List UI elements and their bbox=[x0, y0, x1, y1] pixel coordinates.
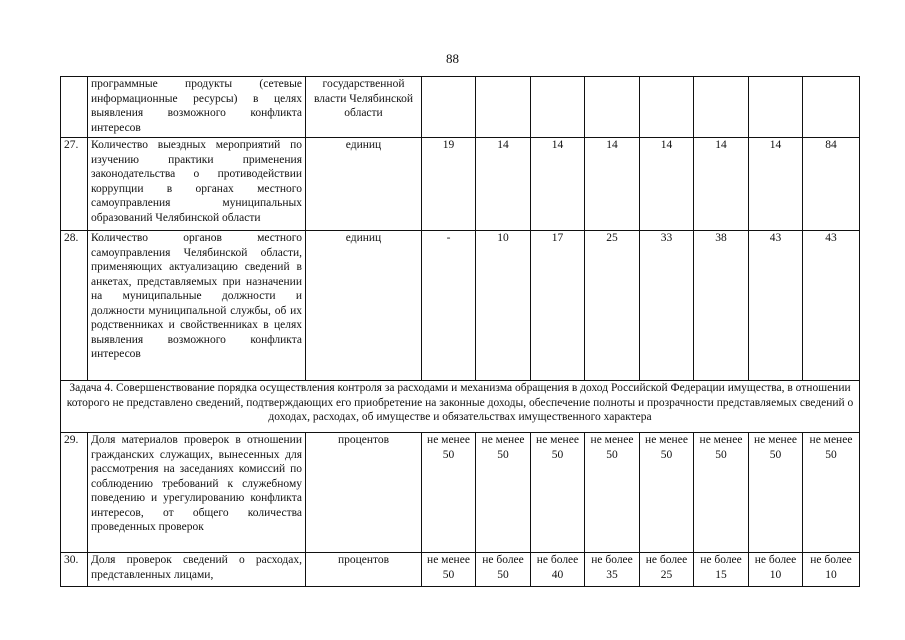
table-row bbox=[61, 433, 860, 553]
value-cell: не менее 50 bbox=[585, 433, 640, 553]
indicator-name: программные продукты (сетевые информационные ресурсы) в целях выявления возможного конфликта интересов bbox=[88, 77, 306, 138]
value-cell: 14 bbox=[585, 138, 640, 231]
indicator-name: Доля материалов проверок в отношении гражданских служащих, вынесенных для рассмотрения на заседаниях комиссий по соблюдению требований к служебному поведению и урегулированию конфликта интересов, от общего количества проведенных проверок bbox=[88, 433, 306, 553]
row-number: 28. bbox=[61, 231, 88, 381]
value-cell: 25 bbox=[585, 231, 640, 381]
indicator-name: Количество выездных мероприятий по изучению практики применения законодательства о противодействии коррупции в органах местного самоуправления муниципальных образований Челябинской области bbox=[88, 138, 306, 231]
task-heading: Задача 4. Совершенствование порядка осуществления контроля за расходами и механизма обращения в доход Российской Федерации имущества, в отношении которого не представлено сведений, подтверждающих его приобретение на законные доходы, обеспечение полноты и прозрачности представляемых сведений о доходах, расходах, об имуществе и обязательствах имущественного характера bbox=[61, 381, 860, 433]
value-cell: не более 35 bbox=[585, 553, 640, 587]
row-number: 27. bbox=[61, 138, 88, 231]
row-number bbox=[61, 77, 88, 138]
value-cell bbox=[803, 77, 860, 138]
value-cell bbox=[422, 77, 476, 138]
value-cell: не менее 50 bbox=[476, 433, 531, 553]
value-cell: не менее 50 bbox=[422, 553, 476, 587]
unit-cell: единиц bbox=[306, 231, 422, 381]
value-cell: 33 bbox=[640, 231, 694, 381]
value-cell: не более 25 bbox=[640, 553, 694, 587]
value-cell bbox=[585, 77, 640, 138]
value-cell: не менее 50 bbox=[694, 433, 749, 553]
table-row bbox=[61, 77, 860, 138]
value-cell: 14 bbox=[476, 138, 531, 231]
value-cell: 84 bbox=[803, 138, 860, 231]
value-cell: 14 bbox=[531, 138, 585, 231]
value-cell: 10 bbox=[476, 231, 531, 381]
value-cell bbox=[749, 77, 803, 138]
row-number: 29. bbox=[61, 433, 88, 553]
value-cell bbox=[531, 77, 585, 138]
value-cell: 17 bbox=[531, 231, 585, 381]
value-cell: не менее 50 bbox=[640, 433, 694, 553]
unit-cell: государственной власти Челябинской области bbox=[306, 77, 422, 138]
value-cell: 14 bbox=[694, 138, 749, 231]
value-cell: не менее 50 bbox=[749, 433, 803, 553]
value-cell: не более 50 bbox=[476, 553, 531, 587]
value-cell: 43 bbox=[803, 231, 860, 381]
indicator-name: Количество органов местного самоуправления Челябинской области, применяющих актуализацию сведений в анкетах, представляемых при назначении на муниципальные должности и должности муниципальной службы, об их родственниках и свойственниках в целях выявления возможного конфликта интересов bbox=[88, 231, 306, 381]
value-cell: 14 bbox=[640, 138, 694, 231]
value-cell: не более 10 bbox=[749, 553, 803, 587]
value-cell bbox=[640, 77, 694, 138]
table-row bbox=[61, 553, 860, 587]
unit-cell: процентов bbox=[306, 433, 422, 553]
value-cell: 14 bbox=[749, 138, 803, 231]
row-number: 30. bbox=[61, 553, 88, 587]
unit-cell: процентов bbox=[306, 553, 422, 587]
value-cell: не менее 50 bbox=[422, 433, 476, 553]
task-row bbox=[61, 381, 860, 433]
value-cell: 19 bbox=[422, 138, 476, 231]
unit-cell: единиц bbox=[306, 138, 422, 231]
table-row bbox=[61, 231, 860, 381]
value-cell: 38 bbox=[694, 231, 749, 381]
page-number: 88 bbox=[446, 51, 459, 66]
value-cell: не более 15 bbox=[694, 553, 749, 587]
value-cell: 43 bbox=[749, 231, 803, 381]
value-cell: не менее 50 bbox=[803, 433, 860, 553]
value-cell: не более 10 bbox=[803, 553, 860, 587]
value-cell bbox=[476, 77, 531, 138]
value-cell: - bbox=[422, 231, 476, 381]
indicators-table bbox=[60, 76, 860, 587]
indicator-name: Доля проверок сведений о расходах, представленных лицами, bbox=[88, 553, 306, 587]
value-cell: не менее 50 bbox=[531, 433, 585, 553]
table-row bbox=[61, 138, 860, 231]
value-cell: не более 40 bbox=[531, 553, 585, 587]
value-cell bbox=[694, 77, 749, 138]
